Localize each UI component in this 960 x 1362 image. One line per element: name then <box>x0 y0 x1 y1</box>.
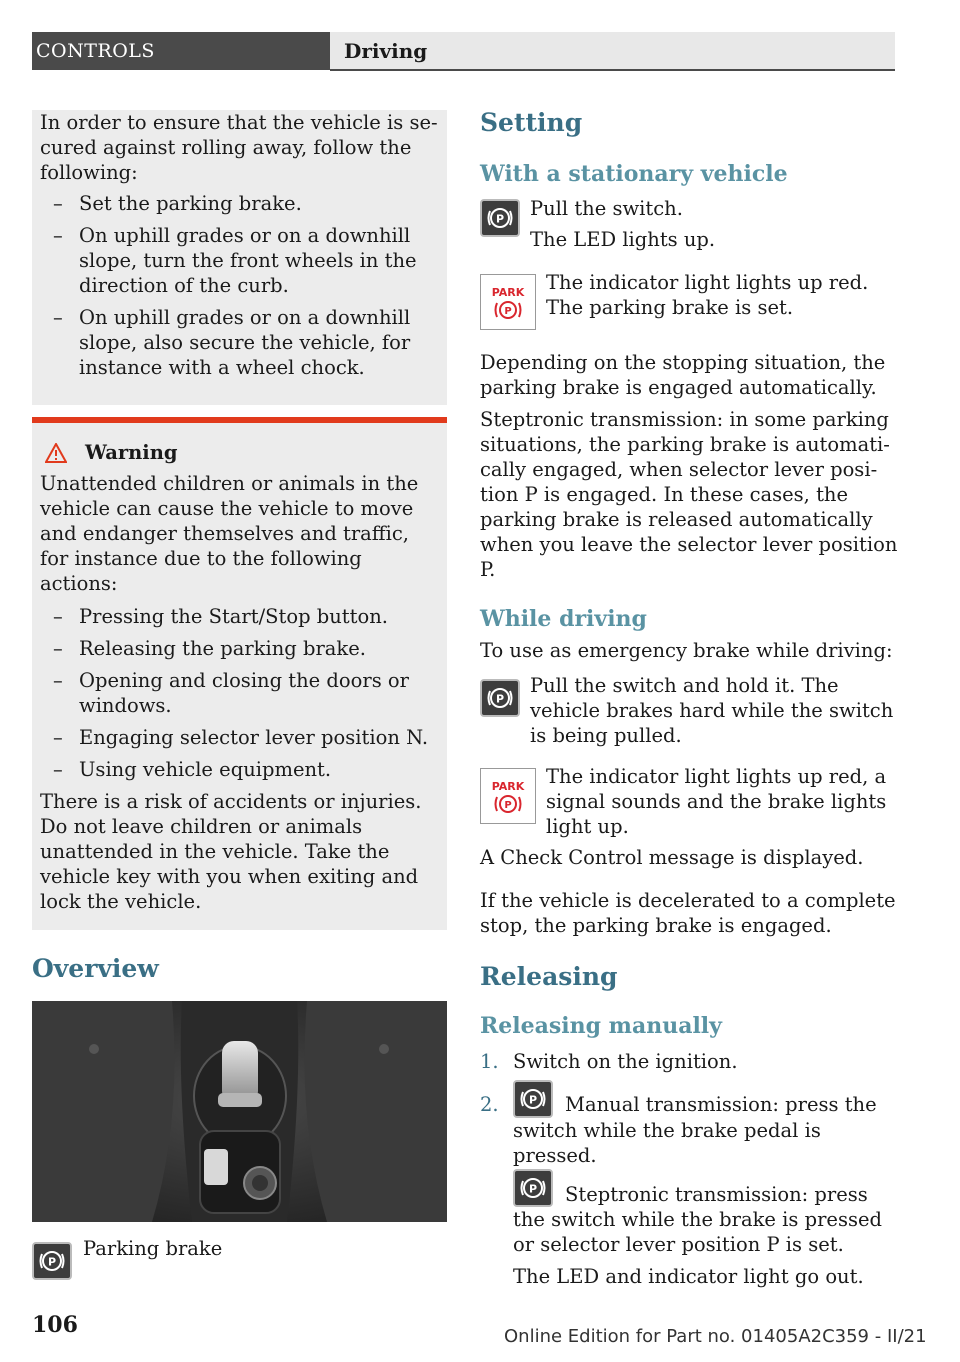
svg-text:P: P <box>495 212 505 226</box>
check-control-text: A Check Control message is displayed. <box>480 846 864 869</box>
section-label: CONTROLS <box>32 32 330 70</box>
stationary-step-row <box>480 199 900 252</box>
manual-release-heading: Releasing manually <box>480 1013 722 1039</box>
intro-text: In order to ensure that the vehicle is secured against rolling away, follow the following: <box>40 111 438 184</box>
warning-box <box>32 417 447 930</box>
step-text: Pull the switch. <box>530 197 683 220</box>
stationary-indicator-row <box>480 271 900 330</box>
list-item: – On uphill grades or on a downhill slope, turn the front wheels in the direction of the curb. <box>40 223 439 298</box>
driving-step-row <box>480 675 900 748</box>
step-number: 2. <box>480 1093 499 1116</box>
svg-text:P: P <box>528 1182 538 1196</box>
list-item: – On uphill grades or on a downhill slope, also secure the vehicle, for instance with a wheel chock. <box>40 305 439 380</box>
warning-title-text: Warning <box>85 441 178 464</box>
list-item: – Pressing the Start/Stop button. <box>40 604 439 629</box>
page-number: 106 <box>32 1312 78 1338</box>
park-indicator-icon <box>480 768 536 824</box>
warning-text: Unattended children or animals in the vehicle can cause the vehicle to move and endanger themselves and traffic, for instance due to the following actions: <box>40 472 419 595</box>
steptronic-release-text: Steptronic transmission: press the switch while the brake is pressed or selector lever position P is set. <box>513 1182 882 1256</box>
warning-title <box>40 441 439 464</box>
list-item: – Opening and closing the doors or windows. <box>40 668 439 718</box>
warning-triangle-icon <box>45 443 67 463</box>
list-item: – Engaging selector lever position N. <box>40 725 439 750</box>
svg-text:P: P <box>504 306 512 317</box>
svg-text:P: P <box>528 1093 538 1106</box>
svg-text:PARK: PARK <box>491 286 525 299</box>
parking-brake-switch-icon <box>32 1242 72 1280</box>
warning-list <box>40 604 439 782</box>
svg-text:PARK: PARK <box>491 780 525 793</box>
parking-brake-switch-icon <box>513 1169 553 1207</box>
parking-brake-switch-icon <box>480 199 520 237</box>
svg-text:P: P <box>47 1255 57 1269</box>
list-item <box>480 1092 900 1168</box>
driving-indicator-row <box>480 765 900 839</box>
step-number: 1. <box>480 1050 499 1073</box>
step-text: Switch on the ignition. <box>513 1050 738 1073</box>
header-rule <box>330 69 895 71</box>
svg-text:P: P <box>495 692 505 706</box>
list-item: – Set the parking brake. <box>40 191 439 216</box>
steptronic-release <box>480 1182 900 1290</box>
list-item: – Using vehicle equipment. <box>40 757 439 782</box>
parking-brake-switch-icon <box>513 1080 553 1118</box>
led-text: The LED lights up. <box>530 228 716 251</box>
list-item: – Releasing the parking brake. <box>40 636 439 661</box>
stationary-step-text <box>530 196 900 252</box>
stationary-heading: With a stationary vehicle <box>480 161 788 187</box>
releasing-heading: Releasing <box>480 962 618 991</box>
parking-brake-switch-icon <box>480 679 520 717</box>
intro-list <box>40 191 439 380</box>
svg-text:P: P <box>504 800 512 811</box>
steptronic-text: Steptronic transmission: in some parking situations, the parking brake is automatically engaged, when selector lever position P is engaged. In these cases, the parking brake is released automatically when you leave the selector lever position P. <box>480 408 898 581</box>
page-header <box>32 32 895 70</box>
intro-box <box>32 110 447 405</box>
step-text: Manual transmission: press the switch while the brake pedal is pressed. <box>513 1093 877 1167</box>
lights-out-text: The LED and indicator light go out. <box>513 1265 864 1288</box>
footer-edition: Online Edition for Part no. 01405A2C359 - II/21 <box>504 1326 927 1347</box>
parking-brake-caption <box>32 1237 447 1280</box>
setting-heading: Setting <box>480 108 583 137</box>
chapter-label: Driving <box>330 32 895 70</box>
list-item <box>480 1049 900 1074</box>
steptronic-release-para <box>513 1182 900 1258</box>
warning-closing: There is a risk of accidents or injuries. Do not leave children or animals unattended in the vehicle. Take the vehicle key with you when exiting and lock the vehicle. <box>40 790 422 913</box>
driving-step-text: Pull the switch and hold it. The vehicle brakes hard while the switch is being pulled. <box>530 674 894 747</box>
auto-text: Depending on the stopping situation, the parking brake is engaged automatically. <box>480 351 886 399</box>
indicator-text: The indicator light lights up red. The parking brake is set. <box>546 271 869 319</box>
left-column <box>32 110 447 1280</box>
release-steps <box>480 1049 900 1168</box>
caption-text: Parking brake <box>83 1237 223 1260</box>
overview-heading: Overview <box>32 954 159 983</box>
park-indicator-icon <box>480 274 536 330</box>
center-console-image <box>32 1001 447 1222</box>
driving-indicator-text: The indicator light lights up red, a signal sounds and the brake lights light up. <box>546 765 887 838</box>
driving-heading: While driving <box>480 606 647 632</box>
driving-intro: To use as emergency brake while driving: <box>480 639 893 662</box>
right-column <box>480 100 900 1289</box>
stop-text: If the vehicle is decelerated to a complete stop, the parking brake is engaged. <box>480 889 896 937</box>
parking-brake-photo <box>32 1001 447 1222</box>
